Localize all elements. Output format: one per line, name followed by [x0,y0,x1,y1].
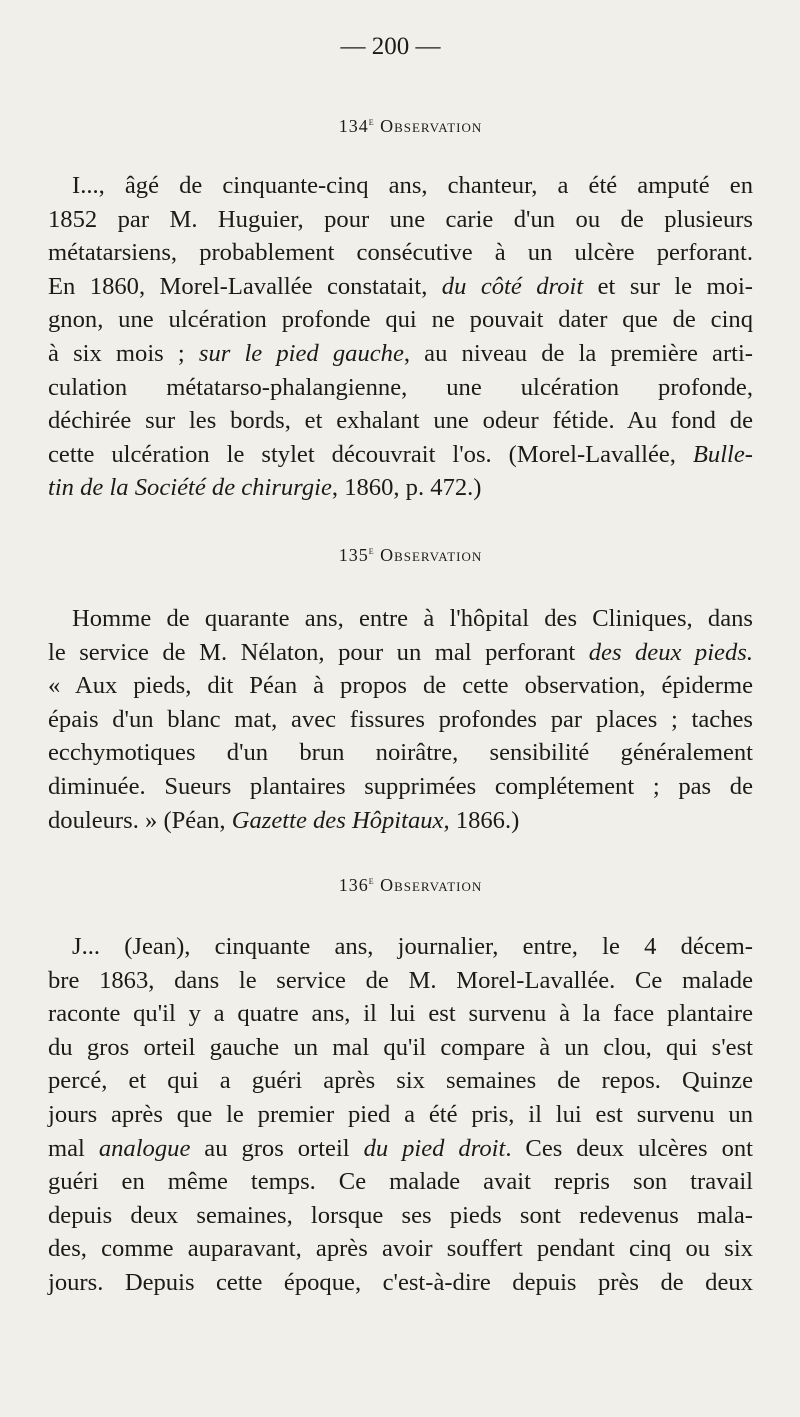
italic-text: tin de la Société de chirurgie [48,474,332,502]
text-segment: I..., âgé de cinquante-cinq ans, chanteur, a été amputé en [72,172,753,199]
book-page [48,22,753,1300]
text-line [48,602,753,636]
observation-heading-136 [68,875,753,896]
text-line [48,303,753,337]
heading-number: 135 [338,544,369,565]
observation-heading-134 [68,116,753,137]
text-line [48,1199,753,1233]
text-line [48,636,753,670]
text-segment: douleurs. » (Péan, [48,806,232,834]
text-segment: culation métatarso-phalangienne, une ulcération profonde, [48,373,753,401]
italic-text: du côté droit [441,272,584,300]
page-number: — 200 — [340,33,441,60]
text-segment: mal [48,1134,99,1162]
text-segment: percé, et qui a guéri après six semaines de repos. Quinze [48,1067,753,1095]
text-segment: diminuée. Sueurs plantaires supprimées complétement ; pas de [48,772,753,800]
text-segment: , 1866.) [443,806,520,834]
italic-text: Gazette des Hôpitaux [231,806,444,834]
text-line [48,770,753,804]
text-segment: des, comme auparavant, après avoir souffert pendant cinq ou six [48,1235,753,1263]
text-segment: et sur le moi- [583,272,753,300]
text-line [48,964,753,998]
text-line [48,1165,753,1199]
text-segment: , 1860, p. 472.) [331,474,482,502]
text-line [48,1064,753,1098]
heading-number: 136 [338,875,369,896]
text-line [48,337,753,371]
text-line [48,404,753,438]
text-line [48,703,753,737]
text-line [48,1031,753,1065]
italic-text: Bulle- [692,440,753,468]
text-line [48,471,753,505]
text-segment: bre 1863, dans le service de M. Morel-Lavallée. Ce malade [48,966,753,994]
text-line [48,669,753,703]
text-segment: , au niveau de la première arti- [403,339,753,367]
observation-text-135 [48,602,753,837]
text-segment: métatarsiens, probablement consécutive à un ulcère perforant. [48,239,753,267]
text-line [48,203,753,237]
heading-word: Observation [380,875,483,896]
text-segment: à six mois ; [48,339,199,367]
text-line [48,1132,753,1166]
text-line [48,270,753,304]
text-segment: Homme de quarante ans, entre à l'hôpital des Cliniques, dans [72,604,753,632]
text-segment: « Aux pieds, dit Péan à propos de cette observation, épiderme [48,672,753,700]
text-line [48,1098,753,1132]
italic-text: du pied droit [363,1134,506,1162]
text-segment: ecchymotiques d'un brun noirâtre, sensibilité généralement [48,739,753,767]
text-segment: guéri en même temps. Ce malade avait repris son travail [48,1168,753,1196]
text-line [48,371,753,405]
italic-text: des deux pieds. [588,638,753,666]
text-segment: du gros orteil gauche un mal qu'il compare à un clou, qui s'est [48,1033,753,1061]
observation-text-134 [48,169,753,505]
text-line [48,1266,753,1300]
text-segment: cette ulcération le stylet découvrait l'os. (Morel-Lavallée, [48,440,693,468]
text-segment: 1852 par M. Huguier, pour une carie d'un ou de plusieurs [48,205,753,233]
heading-word: Observation [380,544,483,565]
text-segment: J... (Jean), cinquante ans, journalier, entre, le 4 décem- [72,933,753,961]
text-segment: épais d'un blanc mat, avec fissures profondes par places ; taches [48,705,753,733]
italic-text: analogue [98,1134,191,1162]
text-line [48,236,753,270]
italic-text: sur le pied gauche [198,339,404,367]
text-segment: le service de M. Nélaton, pour un mal perforant [48,638,589,666]
text-line [48,804,753,838]
heading-ordinal: e [368,116,375,128]
text-segment: depuis deux semaines, lorsque ses pieds sont redevenus mala- [48,1201,753,1229]
text-line [48,1232,753,1266]
heading-ordinal: e [368,544,375,557]
text-segment: au gros orteil [190,1134,364,1162]
text-line [48,997,753,1031]
text-segment: déchirée sur les bords, et exhalant une odeur fétide. Au fond de [48,407,753,435]
heading-ordinal: e [368,875,375,888]
text-segment: . Ces deux ulcères ont [505,1134,753,1162]
text-segment: jours. Depuis cette époque, c'est-à-dire depuis près de deux [48,1269,753,1297]
text-segment: En 1860, Morel-Lavallée constatait, [48,272,442,300]
text-segment: jours après que le premier pied a été pris, il lui est survenu un [48,1101,753,1129]
text-line [48,438,753,472]
text-line [48,736,753,770]
text-segment: gnon, une ulcération profonde qui ne pouvait dater que de cinq [48,306,753,334]
heading-number: 134 [338,116,369,136]
observation-heading-135 [68,545,753,566]
text-line [48,169,753,203]
observation-text-136 [48,930,753,1300]
heading-word: Observation [380,116,483,136]
text-line [48,930,753,964]
text-segment: raconte qu'il y a quatre ans, il lui est survenu à la face plantaire [48,1000,753,1028]
